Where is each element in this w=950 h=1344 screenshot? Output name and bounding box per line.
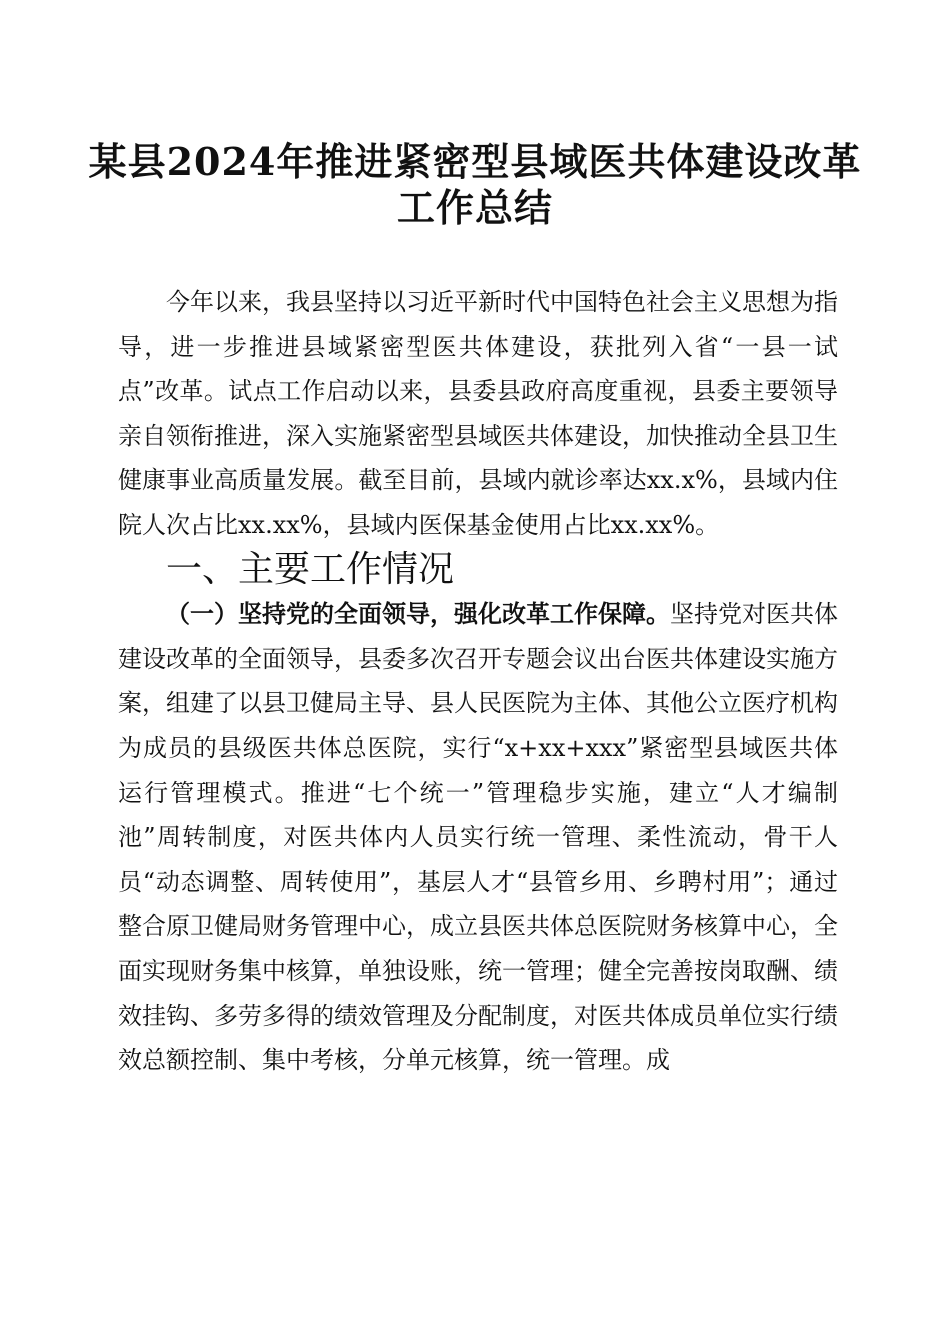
document-title-line2: 工作总结: [396, 185, 553, 230]
subsection-body-party-leadership: 坚持党对医共体建设改革的全面领导，县委多次召开专题会议出台医共体建设实施方案，组建了以县卫健局主导、县人民医院为主体、其他公立医疗机构为成员的县级医共体总医院，实行“x+xx+xxx”紧密型县域医共体运行管理模式。推进“七个统一”管理稳步实施，建立“人才编制池”周转制度，对医共体内人员实行统一管理、柔性流动，骨干人员“动态调整、周转使用”，基层人才“县管乡用、乡聘村用”；通过整合原卫健局财务管理中心，成立县医共体总医院财务核算中心，全面实现财务集中核算，单独设账，统一管理；健全完善按岗取酬、绩效挂钩、多劳多得的绩效管理及分配制度，对医共体成员单位实行绩效总额控制、集中考核，分单元核算，统一管理。成: [118, 600, 838, 1075]
document-body: [118, 280, 838, 1083]
section-heading-main-work: 一、主要工作情况: [166, 548, 455, 590]
document-title-line1: 某县2024年推进紧密型县域医共体建设改革: [88, 139, 862, 184]
subsection-heading-party-leadership: （一）坚持党的全面领导，强化改革工作保障。: [166, 599, 670, 629]
intro-paragraph: 今年以来，我县坚持以习近平新时代中国特色社会主义思想为指导，进一步推进县域紧密型医共体建设，获批列入省“一县一试点”改革。试点工作启动以来，县委县政府高度重视，县委主要领导亲自领衔推进，深入实施紧密型县域医共体建设，加快推动全县卫生健康事业高质量发展。截至目前，县域内就诊率达xx.x%，县域内住院人次占比xx.xx%，县域内医保基金使用占比xx.xx%。: [118, 288, 838, 539]
subsection-paragraph-party-leadership: [118, 592, 838, 1083]
